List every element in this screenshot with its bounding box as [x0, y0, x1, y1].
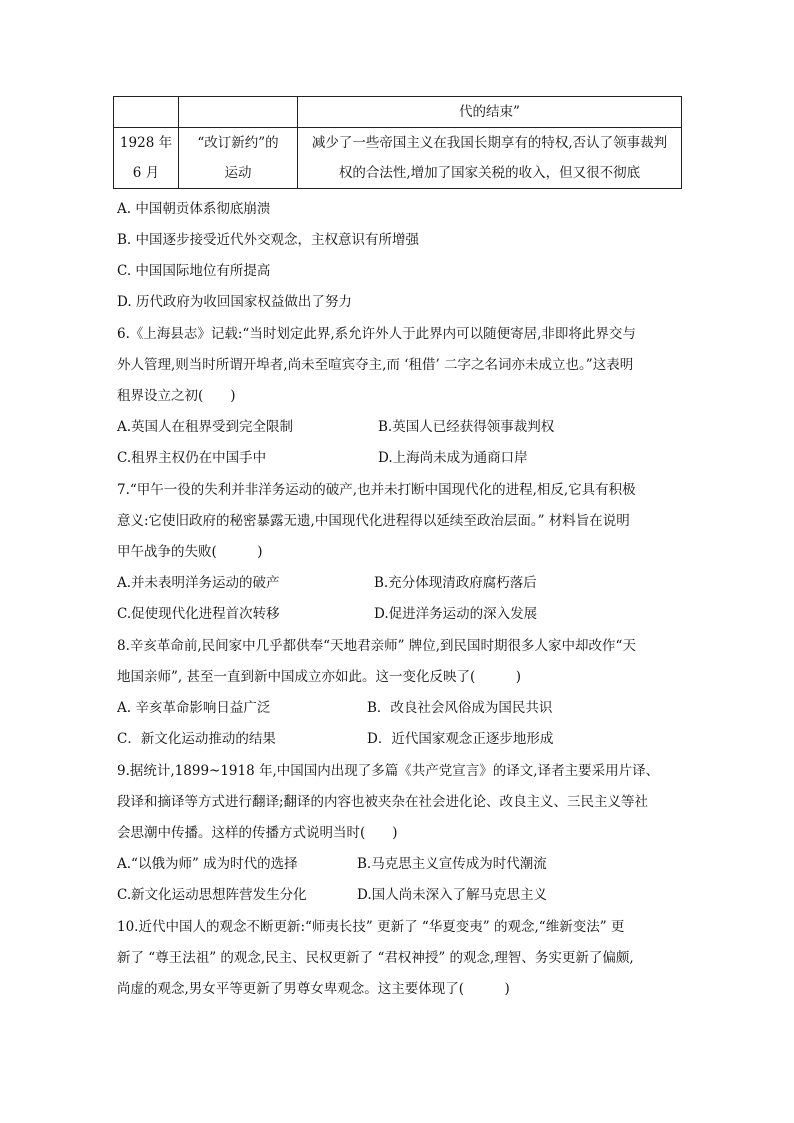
- q7-option-b: B.充分体现清政府腐朽落后: [374, 575, 537, 591]
- q7-stem-line: 意义:它使旧政府的秘密暴露无遗,中国现代化进程得以延续至政治层面。” 材料旨在说明: [117, 513, 630, 529]
- q9-option-a: A.“以俄为师” 成为时代的选择: [117, 856, 298, 872]
- q6-option-a: A.英国人在租界受到完全限制: [117, 419, 294, 435]
- q5-option-c: C. 中国国际地位有所提高: [117, 263, 271, 279]
- q7-option-a: A.并未表明洋务运动的破产: [117, 575, 280, 591]
- q10-stem-line: 新了 “尊王法祖” 的观念,民主、民权更新了 “君权神授” 的观念,理智、务实更新了偏颇,: [117, 950, 634, 966]
- q6-stem-line: 外人管理,则当时所谓开埠者,尚未至喧宾夺主,而 ‘租借’ 二字之名词亦未成立也。”这表明: [117, 357, 634, 373]
- q9-stem-line: 9.据统计,1899~1918 年,中国国内出现了多篇《共产党宣言》的译文,译者主要采用片译、: [117, 763, 660, 779]
- q9-stem-line: 段译和摘译等方式进行翻译;翻译的内容也被夹杂在社会进化论、改良主义、三民主义等社: [117, 794, 649, 810]
- table-row: [114, 128, 682, 189]
- table-cell: [114, 97, 179, 128]
- q7-stem-line: 7.“甲午一役的失利并非洋务运动的破产,也并未打断中国现代化的进程,相反,它具有积极: [117, 482, 636, 498]
- table-row: [114, 97, 682, 128]
- table-cell-date: [114, 128, 179, 189]
- q8-stem-line: 8.辛亥革命前,民间家中几乎都供奉“天地君亲师” 牌位,到民国时期很多人家中却改作“天: [117, 638, 636, 654]
- impact-line: 权的合法性,增加了国家关税的收入，但又很不彻底: [338, 165, 641, 181]
- table-cell: 代的结束”: [298, 97, 682, 128]
- q8-option-c: C．新文化运动推动的结果: [117, 731, 276, 747]
- q7-option-d: D.促进洋务运动的深入发展: [374, 606, 538, 622]
- date-line: 6 月: [132, 165, 160, 181]
- q7-stem-line: 甲午战争的失败( ): [117, 544, 263, 560]
- q8-stem-line: 地国亲师”, 甚至一直到新中国成立亦如此。这一变化反映了( ): [117, 669, 522, 685]
- q9-option-d: D.国人尚未深入了解马克思主义: [357, 887, 548, 903]
- q6-stem-line: 6.《上海县志》记载:“当时划定此界,系允许外人于此界内可以随便寄居,非即将此界交与: [117, 326, 636, 342]
- table-cell-event: [179, 128, 298, 189]
- event-line: 运动: [224, 165, 252, 181]
- q9-option-c: C.新文化运动思想阵营发生分化: [117, 887, 307, 903]
- q8-option-d: D．近代国家观念正逐步地形成: [367, 731, 554, 747]
- q8-option-a: A. 辛亥革命影响日益广泛: [117, 700, 271, 716]
- q10-stem-line: 10.近代中国人的观念不断更新:“师夷长技” 更新了 “华夏变夷” 的观念,“维新变法” 更: [117, 919, 625, 935]
- events-table: [113, 96, 682, 189]
- q5-option-a: A. 中国朝贡体系彻底崩溃: [117, 201, 271, 217]
- date-line: 1928 年: [119, 135, 173, 151]
- impact-line: 减少了一些帝国主义在我国长期享有的特权,否认了领事裁判: [311, 135, 668, 151]
- q10-stem-line: 尚虚的观念,男女平等更新了男尊女卑观念。这主要体现了( ): [117, 981, 510, 997]
- q5-option-b: B. 中国逐步接受近代外交观念，主权意识有所增强: [117, 232, 420, 248]
- q5-option-d: D. 历代政府为收回国家权益做出了努力: [117, 294, 352, 310]
- q6-option-b: B.英国人已经获得领事裁判权: [378, 419, 555, 435]
- event-line: “改订新约”的: [197, 135, 279, 151]
- q7-option-c: C.促使现代化进程首次转移: [117, 606, 280, 622]
- table-cell: [179, 97, 298, 128]
- q6-option-c: C.租界主权仍在中国手中: [117, 450, 267, 466]
- q6-stem-line: 租界设立之初( ): [117, 388, 236, 404]
- table-cell-impact: [298, 128, 682, 189]
- q6-option-d: D.上海尚未成为通商口岸: [378, 450, 528, 466]
- q8-option-b: B．改良社会风俗成为国民共识: [367, 700, 553, 716]
- q9-stem-line: 会思潮中传播。这样的传播方式说明当时( ): [117, 825, 398, 841]
- q9-option-b: B.马克思主义宣传成为时代潮流: [357, 856, 547, 872]
